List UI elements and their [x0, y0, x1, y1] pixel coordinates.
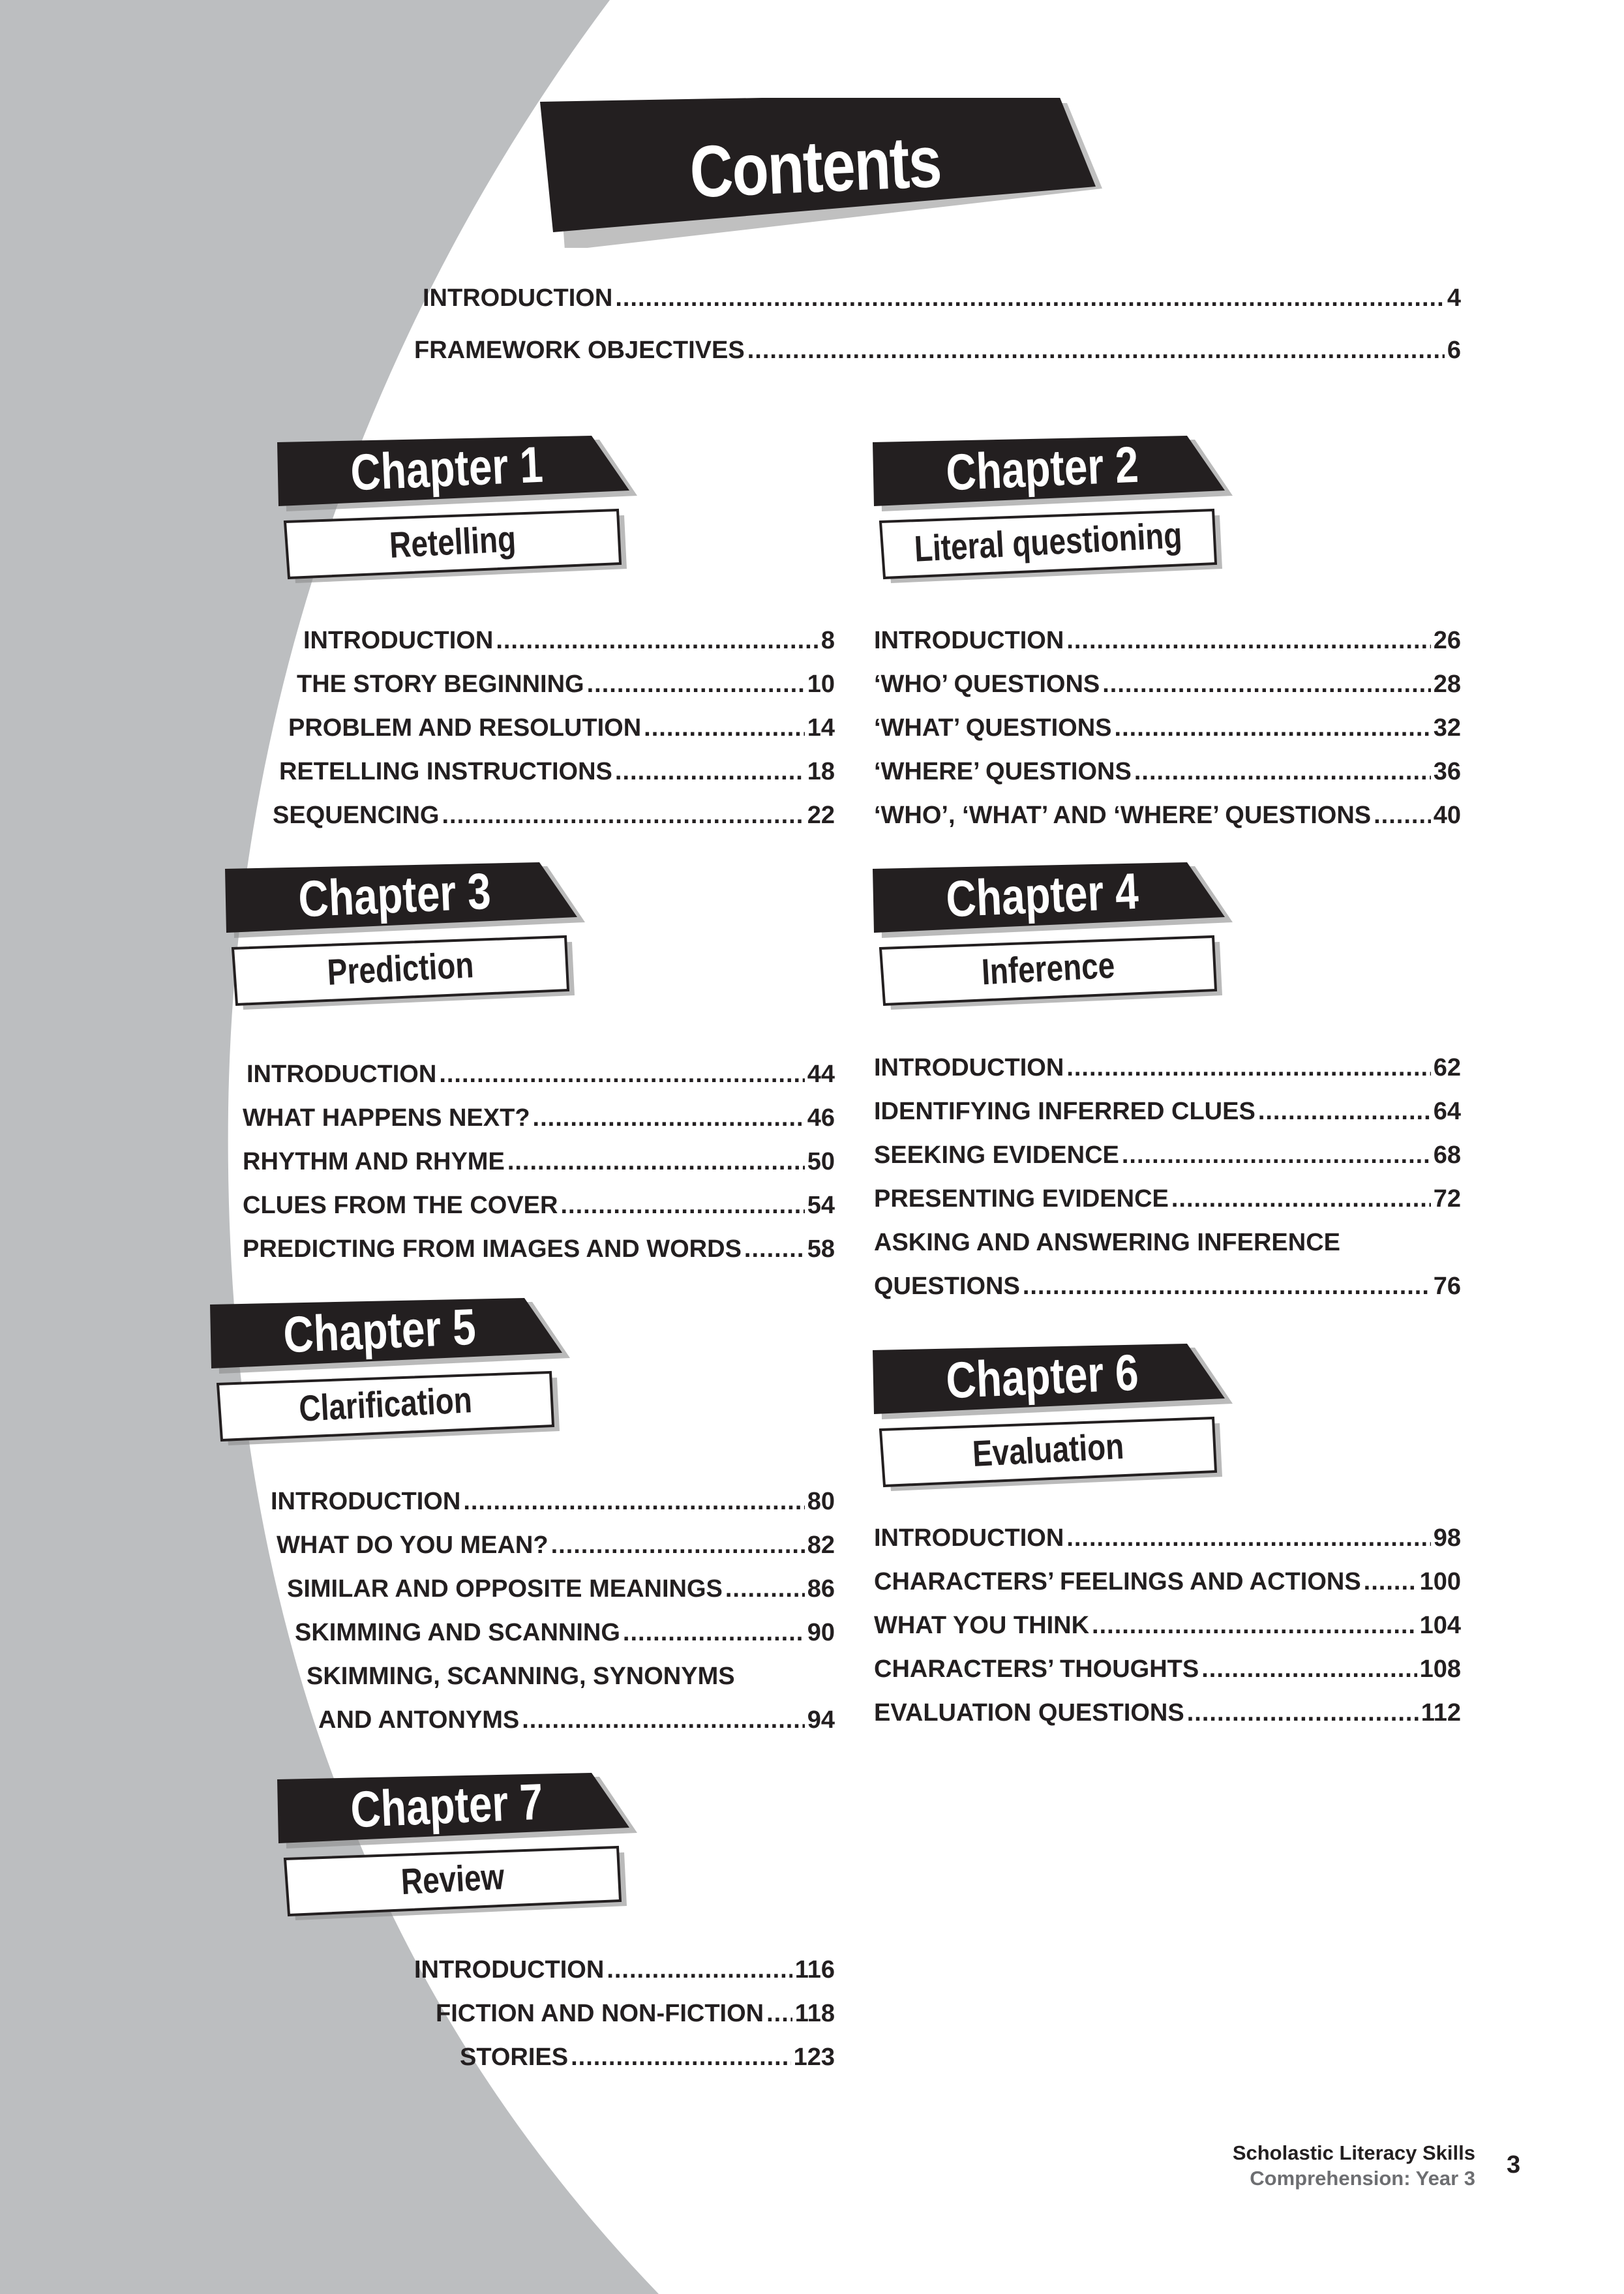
- chapter-title: Chapter 7: [349, 1772, 545, 1838]
- dot-leader: [615, 282, 1445, 314]
- toc-entry-label: INTRODUCTION: [247, 1061, 437, 1088]
- dot-leader: [551, 1529, 805, 1562]
- toc-entry: [874, 712, 1461, 744]
- toc-entry-label: SEQUENCING: [273, 802, 440, 829]
- chapter-subtitle: Inference: [980, 944, 1116, 992]
- toc-entry-label: PREDICTING FROM IMAGES AND WORDS: [243, 1235, 742, 1263]
- dot-leader: [522, 1704, 804, 1736]
- toc-entry: [414, 1954, 835, 1986]
- toc-entry: [874, 1565, 1461, 1598]
- chapter-banner: [873, 862, 1238, 1032]
- toc-entry-page: 6: [1447, 337, 1461, 364]
- chapter-subtitle: Literal questioning: [913, 513, 1183, 569]
- dot-leader: [571, 2041, 790, 2074]
- toc-entry-page: 18: [807, 758, 835, 785]
- toc-entry-page: 98: [1433, 1524, 1461, 1552]
- toc-entry-page: 54: [807, 1192, 835, 1219]
- toc-entry-label: INTRODUCTION: [874, 1054, 1064, 1081]
- toc-entry-label: THE STORY BEGINNING: [297, 671, 584, 698]
- toc-entry-page: 36: [1433, 758, 1461, 785]
- toc-entry-page: 108: [1419, 1655, 1461, 1683]
- toc-entry-page: 123: [793, 2044, 835, 2071]
- toc-entry-page: 72: [1433, 1185, 1461, 1213]
- toc-entry-page: 32: [1433, 714, 1461, 742]
- dot-leader: [1134, 755, 1431, 788]
- toc-entry-page: 100: [1419, 1568, 1461, 1595]
- toc-entry: [874, 1183, 1461, 1215]
- dot-leader: [1187, 1697, 1419, 1729]
- toc-entry-page: 46: [807, 1104, 835, 1132]
- dot-leader: [533, 1102, 805, 1134]
- toc-entry-label: PROBLEM AND RESOLUTION: [288, 714, 642, 742]
- dot-leader: [1122, 1139, 1431, 1171]
- toc-entry: [303, 624, 835, 657]
- toc-entry-page: 76: [1433, 1273, 1461, 1300]
- toc-entry-page: 14: [807, 714, 835, 742]
- toc-entry-label: PRESENTING EVIDENCE: [874, 1185, 1169, 1213]
- dot-leader: [747, 334, 1445, 367]
- chapter-title: Chapter 4: [944, 862, 1140, 928]
- toc-entry: [874, 1139, 1461, 1171]
- toc-entry-page: 80: [807, 1488, 835, 1515]
- toc-entry-label: WHAT DO YOU MEAN?: [277, 1532, 549, 1559]
- toc-entry: [874, 1270, 1461, 1303]
- chapter-title: Chapter 2: [944, 435, 1140, 501]
- chapter-title: Chapter 1: [349, 435, 545, 501]
- dot-leader: [1201, 1653, 1417, 1685]
- toc-entry: [318, 1704, 835, 1736]
- dot-leader: [644, 712, 805, 744]
- toc-entry-page: 116: [794, 1956, 835, 1984]
- toc-entry-label: RETELLING INSTRUCTIONS: [279, 758, 612, 785]
- toc-entry-label: RHYTHM AND RHYME: [243, 1148, 505, 1175]
- toc-entry-label: EVALUATION QUESTIONS: [874, 1699, 1184, 1727]
- dot-leader: [1066, 1051, 1430, 1084]
- toc-entry-page: 82: [807, 1532, 835, 1559]
- dot-leader: [1023, 1270, 1431, 1303]
- toc-entry: [874, 1226, 1461, 1259]
- toc-entry-label: IDENTIFYING INFERRED CLUES: [874, 1098, 1256, 1125]
- chapter-banner: [277, 436, 642, 605]
- toc-entry: [423, 282, 1461, 314]
- chapter-title: Chapter 3: [297, 862, 492, 928]
- dot-leader: [463, 1485, 804, 1518]
- toc-entry-label: ‘WHO’ QUESTIONS: [874, 671, 1100, 698]
- page-title: Contents: [688, 120, 942, 213]
- toc-entry-label: ‘WHO’, ‘WHAT’ AND ‘WHERE’ QUESTIONS: [874, 802, 1372, 829]
- toc-entry: [874, 1522, 1461, 1554]
- toc-entry: [247, 1058, 835, 1091]
- toc-entry-label: STORIES: [460, 2044, 569, 2071]
- toc-entry: [243, 1233, 835, 1265]
- toc-entry-label: FRAMEWORK OBJECTIVES: [414, 337, 745, 364]
- footer-series-title: Scholastic Literacy Skills: [1232, 2141, 1475, 2164]
- chapter-banner: [210, 1298, 575, 1468]
- chapter-subtitle: Prediction: [326, 943, 475, 993]
- toc-entry-label: WHAT YOU THINK: [874, 1612, 1090, 1639]
- toc-entry: [414, 334, 1461, 367]
- toc-entry-label: WHAT HAPPENS NEXT?: [243, 1104, 530, 1132]
- toc-entry-label: INTRODUCTION: [271, 1488, 461, 1515]
- dot-leader: [766, 1997, 792, 2030]
- toc-entry-page: 90: [807, 1619, 835, 1646]
- dot-leader: [1258, 1095, 1431, 1128]
- dot-leader: [1171, 1183, 1431, 1215]
- toc-entry-label: CHARACTERS’ FEELINGS AND ACTIONS: [874, 1568, 1361, 1595]
- toc-entry: [874, 1095, 1461, 1128]
- toc-entry: [874, 1609, 1461, 1642]
- toc-entry: [874, 799, 1461, 832]
- chapter-banner: [225, 862, 590, 1032]
- toc-entry: [273, 799, 835, 832]
- dot-leader: [623, 1616, 805, 1649]
- toc-entry: [271, 1485, 835, 1518]
- dot-leader: [1102, 668, 1430, 701]
- toc-entry: [460, 2041, 835, 2074]
- dot-leader: [1115, 712, 1431, 744]
- page-number: 3: [1507, 2151, 1521, 2179]
- chapter-title: Chapter 5: [282, 1297, 477, 1363]
- toc-entry-label: FICTION AND NON-FICTION: [436, 2000, 764, 2027]
- toc-entry: [295, 1616, 835, 1649]
- toc-entry: [874, 668, 1461, 701]
- toc-entry: [288, 712, 835, 744]
- dot-leader: [607, 1954, 792, 1986]
- toc-entry: [436, 1997, 835, 2030]
- dot-leader: [744, 1233, 805, 1265]
- dot-leader: [1066, 1522, 1430, 1554]
- toc-entry-label: ‘WHAT’ QUESTIONS: [874, 714, 1112, 742]
- toc-entry-label: QUESTIONS: [874, 1273, 1020, 1300]
- toc-entry-page: 94: [807, 1706, 835, 1734]
- chapter-subtitle: Evaluation: [971, 1425, 1125, 1474]
- toc-entry-page: 26: [1433, 627, 1461, 654]
- toc-entry: [243, 1102, 835, 1134]
- toc-entry: [874, 755, 1461, 788]
- toc-entry-page: 50: [807, 1148, 835, 1175]
- toc-entry-label: INTRODUCTION: [423, 284, 613, 312]
- toc-entry-label: INTRODUCTION: [414, 1956, 605, 1984]
- toc-entry-label: ASKING AND ANSWERING INFERENCE: [874, 1229, 1340, 1256]
- dot-leader: [725, 1573, 805, 1605]
- dot-leader: [439, 1058, 804, 1091]
- chapter-title: Chapter 6: [944, 1343, 1140, 1409]
- toc-entry-page: 64: [1433, 1098, 1461, 1125]
- dot-leader: [1374, 799, 1431, 832]
- toc-entry: [279, 755, 835, 788]
- toc-entry-page: 40: [1433, 802, 1461, 829]
- chapter-subtitle: Clarification: [297, 1378, 474, 1429]
- contents-title-banner: [535, 98, 1109, 241]
- toc-entry-page: 8: [820, 627, 835, 654]
- toc-entry-label: INTRODUCTION: [874, 1524, 1064, 1552]
- toc-entry: [874, 624, 1461, 657]
- toc-entry-page: 62: [1433, 1054, 1461, 1081]
- toc-entry: [874, 1653, 1461, 1685]
- toc-entry-label: SIMILAR AND OPPOSITE MEANINGS: [287, 1575, 723, 1603]
- chapter-subtitle: Review: [400, 1855, 505, 1902]
- chapter-banner: [873, 436, 1238, 605]
- toc-entry-label: SEEKING EVIDENCE: [874, 1141, 1119, 1169]
- chapter-banner: [873, 1344, 1238, 1513]
- dot-leader: [496, 624, 819, 657]
- toc-entry-page: 4: [1447, 284, 1461, 312]
- dot-leader: [560, 1189, 804, 1222]
- toc-entry-page: 28: [1433, 671, 1461, 698]
- toc-entry-page: 118: [794, 2000, 835, 2027]
- toc-entry-label: INTRODUCTION: [874, 627, 1064, 654]
- toc-entry: [243, 1145, 835, 1178]
- toc-entry-label: INTRODUCTION: [303, 627, 494, 654]
- toc-entry: [307, 1660, 835, 1693]
- toc-entry-page: 104: [1419, 1612, 1461, 1639]
- toc-entry: [297, 668, 835, 701]
- dot-leader: [442, 799, 804, 832]
- toc-entry-label: SKIMMING AND SCANNING: [295, 1619, 620, 1646]
- toc-entry: [874, 1697, 1461, 1729]
- toc-entry-label: SKIMMING, SCANNING, SYNONYMS: [307, 1663, 735, 1690]
- toc-entry-label: CHARACTERS’ THOUGHTS: [874, 1655, 1199, 1683]
- toc-entry-page: 68: [1433, 1141, 1461, 1169]
- toc-entry-page: 86: [807, 1575, 835, 1603]
- toc-entry-label: AND ANTONYMS: [318, 1706, 520, 1734]
- toc-entry: [243, 1189, 835, 1222]
- dot-leader: [507, 1145, 805, 1178]
- toc-entry-page: 10: [807, 671, 835, 698]
- toc-entry: [874, 1051, 1461, 1084]
- toc-entry-page: 112: [1421, 1699, 1461, 1727]
- chapter-banner: [277, 1773, 642, 1942]
- dot-leader: [1092, 1609, 1417, 1642]
- dot-leader: [1364, 1565, 1417, 1598]
- dot-leader: [615, 755, 805, 788]
- dot-leader: [1066, 624, 1430, 657]
- toc-entry-page: 58: [807, 1235, 835, 1263]
- toc-entry-label: ‘WHERE’ QUESTIONS: [874, 758, 1132, 785]
- toc-entry: [277, 1529, 835, 1562]
- toc-entry-page: 44: [807, 1061, 835, 1088]
- toc-entry-page: 22: [807, 802, 835, 829]
- dot-leader: [587, 668, 805, 701]
- chapter-subtitle: Retelling: [388, 517, 517, 566]
- toc-entry-label: CLUES FROM THE COVER: [243, 1192, 558, 1219]
- toc-entry: [287, 1573, 835, 1605]
- footer-book-title: Comprehension: Year 3: [1250, 2167, 1475, 2190]
